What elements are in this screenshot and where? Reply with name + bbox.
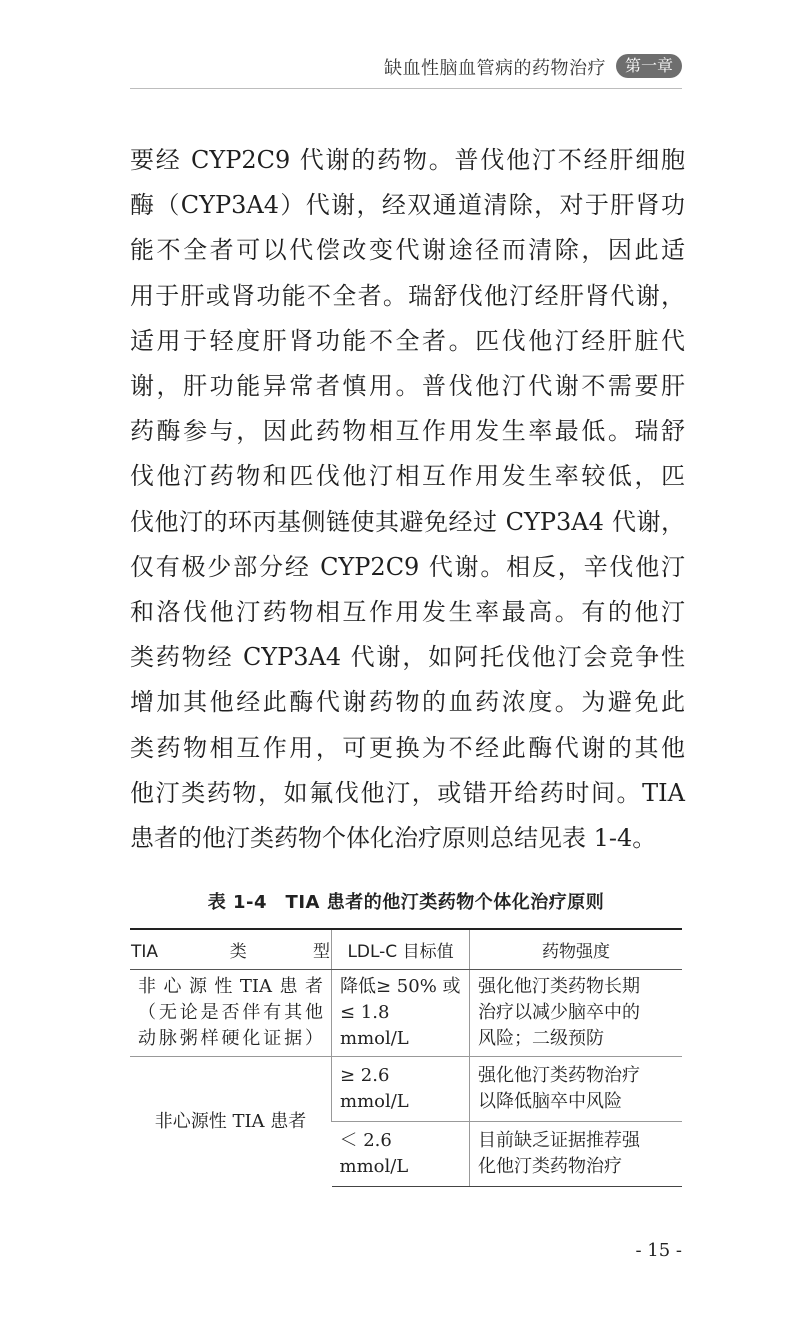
header-ldl-target: LDL-C 目标值 [332, 929, 470, 970]
running-header [130, 48, 682, 89]
cell-line: 目前缺乏证据推荐强 [478, 1130, 641, 1151]
body-line: 增加其他经此酶代谢药物的血药浓度。为避免此 [130, 688, 685, 717]
cell-line: 化他汀类药物治疗 [478, 1156, 623, 1177]
cell-line: 动脉粥样硬化证据） [138, 1028, 323, 1049]
table-row [130, 1057, 682, 1122]
cell-line: 治疗以减少脑卒中的 [478, 1002, 641, 1023]
cell-ldl-target [332, 970, 470, 1057]
body-line: 类药物经 CYP3A4 代谢，如阿托伐他汀会竞争性 [130, 643, 685, 672]
treatment-table [130, 928, 682, 1187]
body-line: 酶（CYP3A4）代谢，经双通道清除，对于肝肾功 [130, 191, 685, 220]
table-caption: 表 1-4 TIA 患者的他汀类药物个体化治疗原则 [207, 892, 605, 913]
cell-line: 强化他汀类药物长期 [478, 976, 641, 997]
body-line: 他汀类药物，如氟伐他汀，或错开给药时间。TIA [130, 778, 685, 807]
body-line: 谢，肝功能异常者慎用。普伐他汀代谢不需要肝 [130, 372, 685, 401]
body-line: 和洛伐他汀药物相互作用发生率最高。有的他汀 [130, 598, 685, 627]
body-line: 伐他汀药物和匹伐他汀相互作用发生率较低，匹 [130, 462, 685, 491]
body-line: 类药物相互作用，可更换为不经此酶代谢的其他 [130, 733, 685, 762]
chapter-badge: 第一章 [616, 54, 682, 78]
body-paragraph [130, 138, 685, 861]
cell-ldl-target: ≥ 2.6 mmol/L [332, 1057, 470, 1122]
header-drug-strength: 药物强度 [470, 929, 682, 970]
cell-line: 强化他汀类药物治疗 [478, 1065, 641, 1086]
cell-tia-type: 非心源性 TIA 患者 [130, 1057, 332, 1187]
body-line: 伐他汀的环丙基侧链使其避免经过 CYP3A4 代谢， [130, 507, 685, 536]
cell-drug-strength [470, 970, 682, 1057]
page-number: - 15 - [635, 1240, 682, 1261]
body-line: 要经 CYP2C9 代谢的药物。普伐他汀不经肝细胞 [130, 146, 685, 174]
body-line: 药酶参与，因此药物相互作用发生率最低。瑞舒 [130, 417, 685, 446]
body-line: 仅有极少部分经 CYP2C9 代谢。相反，辛伐他汀 [130, 552, 685, 581]
cell-drug-strength [470, 1057, 682, 1122]
cell-line: ≤ 1.8 mmol/L [340, 1002, 409, 1049]
header-tia-type: TIA 类型 [130, 929, 332, 970]
body-line: 患者的他汀类药物个体化治疗原则总结见表 1-4。 [130, 824, 657, 853]
body-line: 用于肝或肾功能不全者。瑞舒伐他汀经肝肾代谢， [130, 281, 685, 310]
body-line: 能不全者可以代偿改变代谢途径而清除，因此适 [130, 236, 685, 265]
cell-line: （无论是否伴有其他 [138, 1002, 323, 1023]
cell-line: 降低≥ 50% 或 [340, 976, 461, 997]
running-header-title: 缺血性脑血管病的药物治疗 [384, 58, 606, 79]
table-row [130, 970, 682, 1057]
cell-tia-type [130, 970, 332, 1057]
cell-line: 风险；二级预防 [478, 1028, 605, 1049]
cell-drug-strength [470, 1122, 682, 1187]
table-header-row [130, 929, 682, 970]
cell-ldl-target: ＜ 2.6 mmol/L [332, 1122, 470, 1187]
cell-line: 以降低脑卒中风险 [478, 1091, 623, 1112]
cell-line: 非心源性TIA患者 [138, 976, 323, 997]
body-line: 适用于轻度肝肾功能不全者。匹伐他汀经肝脏代 [130, 326, 685, 355]
